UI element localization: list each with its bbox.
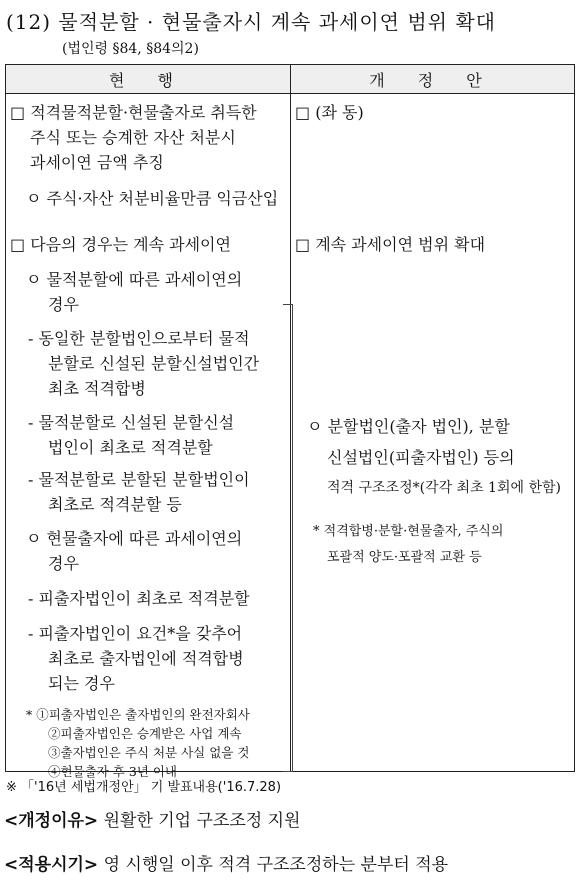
current-a1-line3: 최초 적격합병: [48, 379, 146, 398]
current-b-line2: 경우: [48, 554, 79, 573]
reason-text: 원활한 기업 구조조정 지원: [103, 811, 301, 831]
section-subtitle: (법인령 §84, §84의2): [62, 41, 199, 57]
current-item1-sub: ㅇ 주식·자산 처분비율만큼 익금산입: [26, 189, 279, 208]
bracket-connector: [283, 304, 293, 772]
current-a-line2: 경우: [48, 295, 79, 314]
current-footnote-1: * ①피출자법인은 출자법인의 완전자회사: [26, 707, 250, 722]
comparison-table: [5, 64, 575, 779]
header-revised: 개 정 안: [291, 65, 575, 94]
revised-main-line1: ㅇ 분할법인(출자 법인), 분할: [307, 417, 510, 436]
header-current: 현 행: [6, 65, 291, 94]
current-item1-line3: 과세이연 금액 추징: [30, 153, 164, 172]
apply-label: <적용시기>: [4, 855, 99, 875]
current-footnote-2: ②피출자법인은 승계받은 사업 계속: [48, 726, 242, 741]
current-a1-line2: 분할로 신설된 분할신설법인간: [48, 354, 260, 373]
revised-main-line2: 신설법인(피출자법인) 등의: [327, 448, 515, 467]
current-a3-line2: 최초로 적격분할 등: [48, 495, 182, 514]
section-title: (12) 물적분할 · 현물출자시 계속 과세이연 범위 확대: [6, 10, 496, 34]
current-a-line1: ㅇ 물적분할에 따른 과세이연의: [26, 270, 243, 289]
current-b2-line2: 최초로 출자법인에 적격합병: [48, 649, 244, 668]
current-a1-line1: - 동일한 분할법인으로부터 물적: [28, 329, 250, 348]
revised-expand: □ 계속 과세이연 범위 확대: [295, 235, 486, 254]
apply-text: 영 시행일 이후 적격 구조조정하는 분부터 적용: [103, 855, 449, 875]
current-b2-line1: - 피출자법인이 요건*을 갖추어: [28, 624, 243, 643]
apply-row: [4, 850, 448, 875]
current-b2-line3: 되는 경우: [48, 674, 115, 693]
current-b-line1: ㅇ 현물출자에 따른 과세이연의: [26, 529, 243, 548]
revised-note-line2: 포괄적 양도·포괄적 교환 등: [327, 550, 482, 565]
revised-same: □ (좌 동): [295, 103, 364, 122]
current-b1: - 피출자법인이 최초로 적격분할: [28, 589, 250, 608]
current-footnote-4: ④현물출자 후 3년 이내: [48, 764, 177, 779]
current-item1-line2: 주식 또는 승계한 자산 처분시: [30, 128, 236, 147]
current-a2-line2: 법인이 최초로 적격분할: [48, 438, 213, 457]
current-column: [6, 94, 291, 779]
current-a2-line1: - 물적분할로 신설된 분할신설: [28, 413, 235, 432]
current-item2-head: □ 다음의 경우는 계속 과세이연: [10, 235, 231, 254]
current-footnote-3: ③출자법인은 주식 처분 사실 없을 것: [48, 745, 250, 760]
footnote-announcement: ※ 「'16년 세법개정안」 기 발표내용('16.7.28): [6, 780, 282, 795]
reason-row: [4, 806, 300, 831]
reason-label: <개정이유>: [4, 811, 99, 831]
revised-column: [291, 94, 575, 772]
current-a3-line1: - 물적분할로 분할된 분할법인이: [28, 470, 250, 489]
revised-main-line3: 적격 구조조정*(각각 최초 1회에 한함): [327, 480, 561, 496]
revised-note-line1: * 적격합병·분할·현물출자, 주식의: [313, 524, 504, 539]
current-item1-line1: □ 적격물적분할·현물출자로 취득한: [10, 103, 257, 122]
